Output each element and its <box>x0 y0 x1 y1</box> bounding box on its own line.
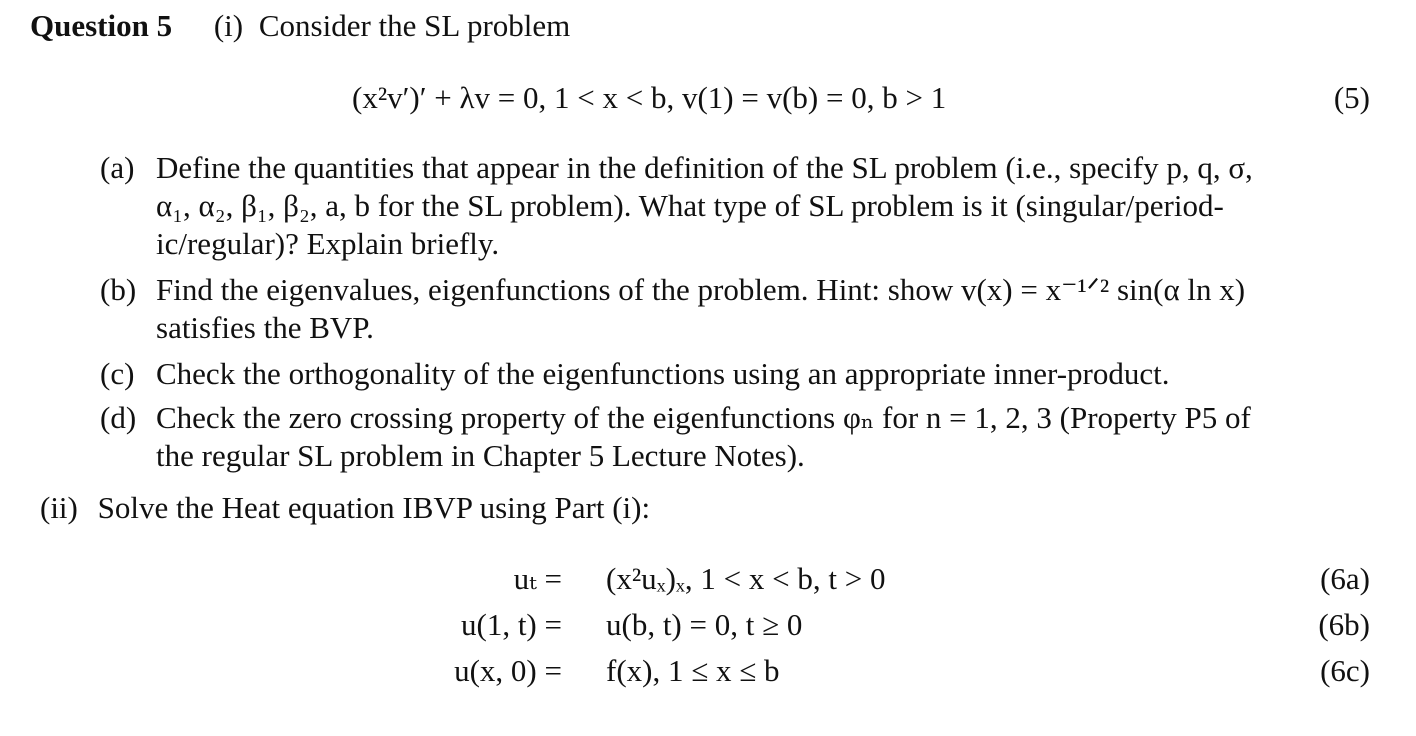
equation-6a-row <box>0 561 1416 597</box>
equation-6a-number: (6a) <box>1320 561 1370 596</box>
item-d <box>100 399 1372 475</box>
item-a <box>100 149 1372 263</box>
equation-6b-lhs: u(1, t) = <box>461 607 562 642</box>
equation-5-number: (5) <box>1333 80 1370 115</box>
equation-6c-number: (6c) <box>1320 653 1370 688</box>
equation-6c-row <box>0 653 1416 689</box>
item-c <box>100 355 1372 393</box>
equation-6b-rhs: u(b, t) = 0, t ≥ 0 <box>606 607 803 642</box>
equation-6b-row <box>0 607 1416 643</box>
item-a-line: α₁, α₂, β₁, β₂, a, b for the SL problem). What type of SL problem is it (singular/period- <box>156 188 1224 223</box>
equation-5: (x²v′)′ + λv = 0, 1 < x < b, v(1) = v(b) = 0, b > 1 <box>352 80 947 115</box>
item-a-line: ic/regular)? Explain briefly. <box>156 226 500 261</box>
equation-6a-rhs: (x²uₓ)ₓ, 1 < x < b, t > 0 <box>606 561 886 596</box>
equation-6b-number: (6b) <box>1318 607 1370 642</box>
item-c-text <box>156 355 1372 393</box>
equation-6c-rhs: f(x), 1 ≤ x ≤ b <box>606 653 780 688</box>
item-c-label: (c) <box>100 356 135 391</box>
item-a-label: (a) <box>100 150 135 185</box>
equation-5-row <box>0 80 1416 116</box>
part-i-label: (i) <box>213 8 244 43</box>
item-c-line: Check the orthogonality of the eigenfunctions using an appropriate inner-product. <box>156 356 1170 391</box>
item-b-label: (b) <box>100 272 137 307</box>
item-b-line: satisfies the BVP. <box>156 310 374 345</box>
part-i-intro: Consider the SL problem <box>258 8 571 43</box>
item-b <box>100 271 1372 347</box>
item-d-text <box>156 399 1372 475</box>
part-ii-label: (ii) <box>40 490 78 525</box>
equation-6c-lhs: u(x, 0) = <box>454 653 562 688</box>
item-d-line: the regular SL problem in Chapter 5 Lecture Notes). <box>156 438 805 473</box>
equation-6a-lhs: uₜ = <box>513 561 562 596</box>
part-ii <box>40 490 650 526</box>
item-a-text <box>156 149 1372 263</box>
part-ii-text: Solve the Heat equation IBVP using Part (i): <box>97 490 651 525</box>
item-b-line: Find the eigenvalues, eigenfunctions of the problem. Hint: show v(x) = x⁻¹ᐟ² sin(α ln x) <box>156 272 1246 307</box>
item-d-label: (d) <box>100 400 137 435</box>
question-title: Question 5 <box>30 8 173 43</box>
question-header <box>30 8 570 44</box>
item-d-line: Check the zero crossing property of the eigenfunctions φₙ for n = 1, 2, 3 (Property P5 of <box>156 400 1251 435</box>
item-b-text <box>156 271 1372 347</box>
item-a-line: Define the quantities that appear in the definition of the SL problem (i.e., specify p, q, σ, <box>156 150 1253 185</box>
